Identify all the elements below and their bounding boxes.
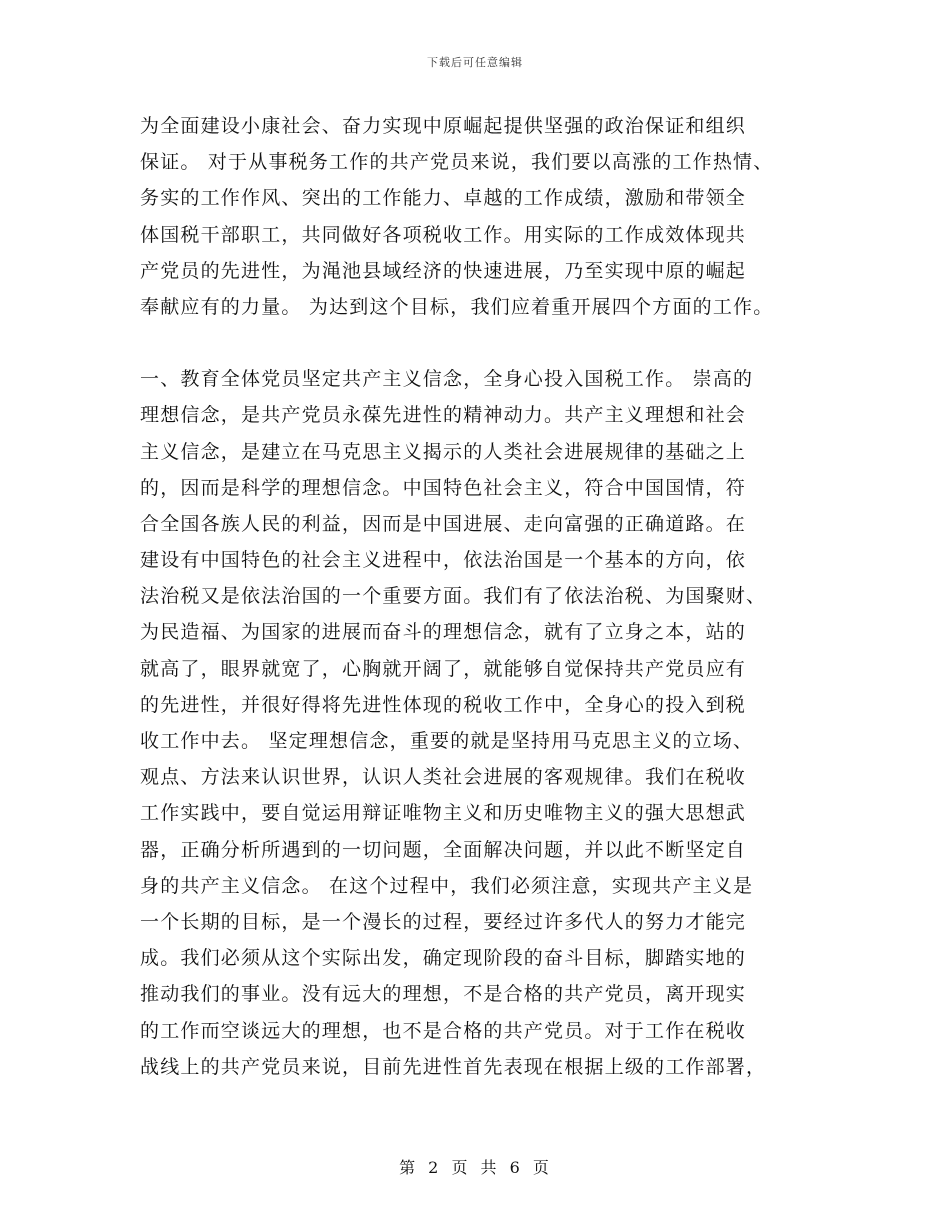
text-line: 战线上的共产党员来说，目前先进性首先表现在根据上级的工作部署， <box>140 1055 767 1078</box>
paragraph-spacer <box>140 325 830 361</box>
text-line: 法治税又是依法治国的一个重要方面。我们有了依法治税、为国聚财、 <box>140 585 767 608</box>
text-line: 合全国各族人民的利益，因而是中国进展、走向富强的正确道路。在 <box>140 512 747 535</box>
page-header: 下载后可任意编辑 <box>427 56 523 69</box>
paragraph-1 <box>140 108 830 325</box>
text-line: 工作实践中，要自觉运用辩证唯物主义和历史唯物主义的强大思想武 <box>140 802 747 825</box>
text-line: 的工作而空谈远大的理想，也不是合格的共产党员。对于工作在税收 <box>140 1019 747 1042</box>
text-line: 成。我们必须从这个实际出发，确定现阶段的奋斗目标，脚踏实地的 <box>140 947 747 970</box>
text-line: 一、教育全体党员坚定共产主义信念，全身心投入国税工作。 崇高的 <box>140 368 754 391</box>
text-line: 建设有中国特色的社会主义进程中，依法治国是一个基本的方向，依 <box>140 549 747 572</box>
text-line: 的先进性，并很好得将先进性体现的税收工作中，全身心的投入到税 <box>140 693 747 716</box>
paragraph-2 <box>140 361 830 1085</box>
text-line: 务实的工作作风、突出的工作能力、卓越的工作成绩，激励和带领全 <box>140 187 747 210</box>
text-line: 一个长期的目标，是一个漫长的过程，要经过许多代人的努力才能完 <box>140 910 747 933</box>
text-line: 奉献应有的力量。 为达到这个目标，我们应着重开展四个方面的工作。 <box>140 295 774 318</box>
text-line: 身的共产主义信念。 在这个过程中，我们必须注意，实现共产主义是 <box>140 874 754 897</box>
text-line: 产党员的先进性，为渑池县域经济的快速进展，乃至实现中原的崛起 <box>140 259 747 282</box>
text-line: 就高了，眼界就宽了，心胸就开阔了，就能够自觉保持共产党员应有 <box>140 657 747 680</box>
text-line: 体国税干部职工，共同做好各项税收工作。用实际的工作成效体现共 <box>140 223 747 246</box>
text-line: 为全面建设小康社会、奋力实现中原崛起提供坚强的政治保证和组织 <box>140 115 747 137</box>
document-body <box>140 108 830 1085</box>
text-line: 的，因而是科学的理想信念。中国特色社会主义，符合中国国情，符 <box>140 476 747 499</box>
text-line: 观点、方法来认识世界，认识人类社会进展的客观规律。我们在税收 <box>140 766 747 789</box>
text-line: 理想信念，是共产党员永葆先进性的精神动力。共产主义理想和社会 <box>140 404 747 427</box>
text-line: 为民造福、为国家的进展而奋斗的理想信念，就有了立身之本，站的 <box>140 621 747 644</box>
page-number-footer: 第 2 页 共 6 页 <box>399 1158 551 1177</box>
text-line: 器，正确分析所遇到的一切问题，全面解决问题，并以此不断坚定自 <box>140 838 747 861</box>
text-line: 收工作中去。 坚定理想信念，重要的就是坚持用马克思主义的立场、 <box>140 730 754 752</box>
text-line: 主义信念，是建立在马克思主义揭示的人类社会进展规律的基础之上 <box>140 440 747 463</box>
text-line: 推动我们的事业。没有远大的理想，不是合格的共产党员，离开现实 <box>140 983 747 1006</box>
text-line: 保证。 对于从事税务工作的共产党员来说，我们要以高涨的工作热情、 <box>140 151 774 174</box>
